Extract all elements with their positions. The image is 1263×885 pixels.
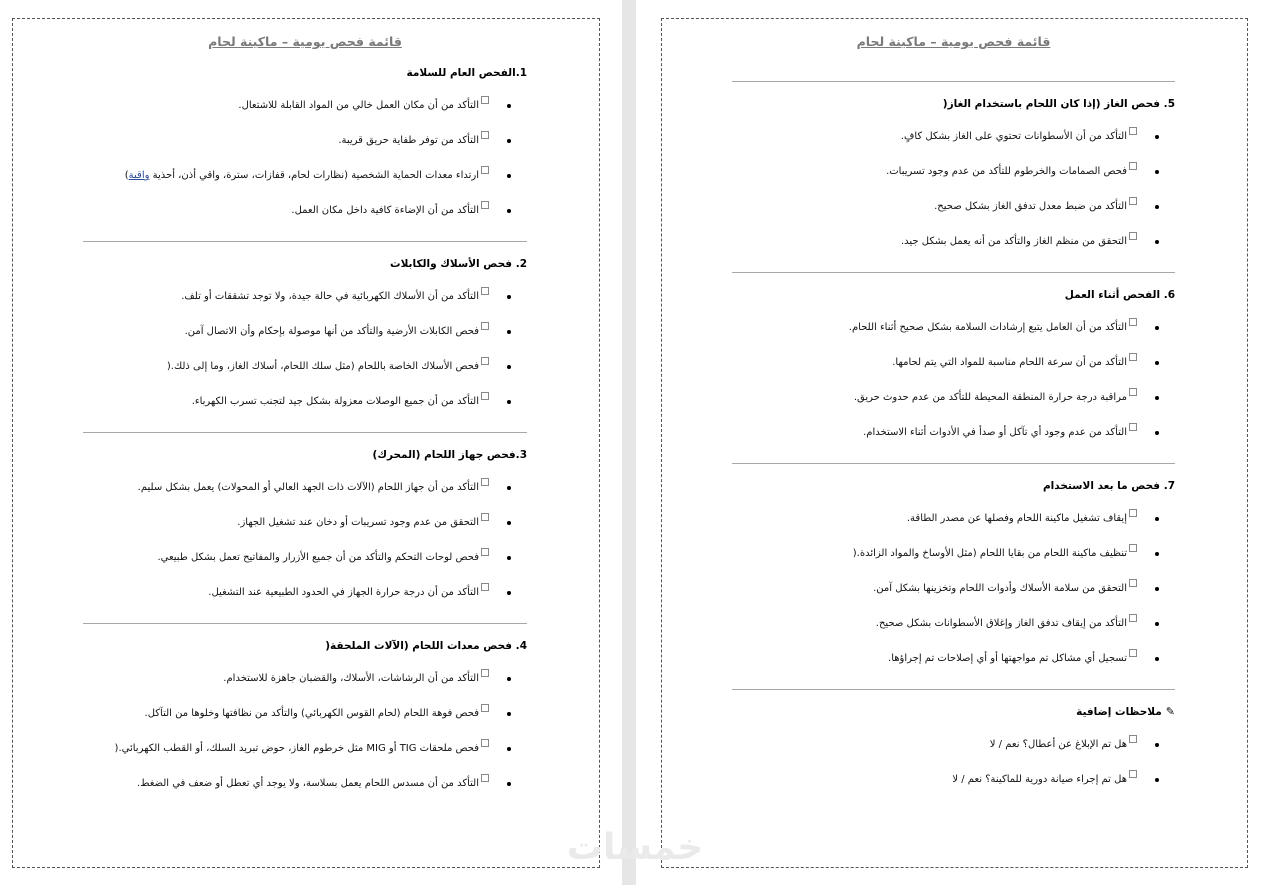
item-text: إيقاف تشغيل ماكينة اللحام وفصلها عن مصدر الطاقة.	[906, 513, 1127, 524]
checklist-item	[732, 130, 1175, 144]
item-text: التأكد من توفر طفاية حريق قريبة.	[338, 135, 479, 146]
item-text: التحقق من عدم وجود تسريبات أو دخان عند تشغيل الجهاز.	[237, 517, 479, 528]
bullet-icon	[507, 400, 511, 404]
bullet-icon	[1155, 170, 1159, 174]
item-text: التأكد من إيقاف تدفق الغاز وإغلاق الأسطوانات بشكل صحيح.	[875, 618, 1127, 629]
item-text: هل تم إجراء صيانة دورية للماكينة؟ نعم / لا	[952, 774, 1127, 785]
document-page-3	[661, 18, 1248, 868]
item-text: التأكد من أن مسدس اللحام يعمل بسلاسة، ولا يوجد أي تعطل أو ضعف في الضغط.	[137, 778, 479, 789]
checkbox[interactable]	[1129, 162, 1137, 170]
item-text: التأكد من أن الأسطوانات تحتوي على الغاز بشكل كافٍ.	[900, 131, 1127, 142]
bullet-icon	[1155, 431, 1159, 435]
section-divider	[732, 689, 1175, 690]
checklist-item	[732, 617, 1175, 631]
page-title: قائمة فحص يومية – ماكينة لحام	[856, 34, 1051, 49]
checklist-item	[732, 391, 1175, 405]
checkbox[interactable]	[481, 287, 489, 295]
item-text: هل تم الإبلاغ عن أعطال؟ نعم / لا	[989, 739, 1127, 750]
section-divider	[732, 272, 1175, 273]
item-text: التأكد من أن الرشاشات، الأسلاك، والقضبان جاهزة للاستخدام.	[223, 673, 479, 684]
checklist-item	[732, 512, 1175, 526]
checklist-wires-cables	[83, 290, 527, 409]
item-text: تنظيف ماكينة اللحام من بقايا اللحام (مثل الأوساخ والمواد الزائدة.(	[852, 548, 1127, 559]
bullet-icon	[507, 521, 511, 525]
checkbox[interactable]	[1129, 232, 1137, 240]
bullet-icon	[507, 330, 511, 334]
checklist-item	[732, 235, 1175, 249]
checklist-item	[732, 426, 1175, 440]
item-text: التأكد من أن سرعة اللحام مناسبة للمواد التي يتم لحامها.	[892, 357, 1127, 368]
checkbox[interactable]	[1129, 353, 1137, 361]
checkbox[interactable]	[1129, 579, 1137, 587]
section-heading-gas-check: 5. فحص الغاز (إذا كان اللحام باستخدام الغاز(	[942, 98, 1175, 110]
item-text: تسجيل أي مشاكل تم مواجهتها أو أي إصلاحات تم إجراؤها.	[888, 653, 1127, 664]
item-text: التأكد من أن الإضاءة كافية داخل مكان العمل.	[291, 205, 479, 216]
watermark: خمسات	[566, 827, 704, 868]
item-text: التأكد من ضبط معدل تدفق الغاز بشكل صحيح.	[934, 201, 1127, 212]
checkbox[interactable]	[481, 583, 489, 591]
item-text: التأكد من أن جميع الوصلات معزولة بشكل جيد لتجنب تسرب الكهرباء.	[191, 396, 479, 407]
checkbox[interactable]	[481, 392, 489, 400]
item-text: مراقبة درجة حرارة المنطقة المحيطة للتأكد من عدم حدوث حريق.	[853, 392, 1127, 403]
bullet-icon	[1155, 622, 1159, 626]
checklist-item	[83, 99, 527, 113]
bullet-icon	[507, 747, 511, 751]
section-heading-welding-equipment: 4. فحص معدات اللحام (الآلات الملحقة(	[325, 640, 527, 652]
pencil-icon: ✎	[1165, 705, 1175, 718]
checklist-item	[83, 777, 527, 791]
bullet-icon	[1155, 552, 1159, 556]
item-text: التأكد من أن العامل يتبع إرشادات السلامة بشكل صحيح أثناء اللحام.	[848, 322, 1127, 333]
bullet-icon	[1155, 205, 1159, 209]
item-text: ارتداء معدات الحماية الشخصية (نظارات لحام، قفازات، سترة، واقي أذن، أحذية	[152, 170, 479, 181]
item-text: التأكد من أن مكان العمل خالي من المواد القابلة للاشتعال.	[238, 100, 479, 111]
bullet-icon	[507, 486, 511, 490]
bullet-icon	[1155, 135, 1159, 139]
checkbox[interactable]	[481, 322, 489, 330]
checklist-item	[83, 672, 527, 686]
checkbox[interactable]	[481, 774, 489, 782]
checklist-item	[83, 395, 527, 409]
bullet-icon	[1155, 240, 1159, 244]
bullet-icon	[507, 556, 511, 560]
checklist-item	[83, 707, 527, 721]
bullet-icon	[1155, 587, 1159, 591]
checkbox[interactable]	[481, 166, 489, 174]
bullet-icon	[507, 677, 511, 681]
checkbox[interactable]	[1129, 197, 1137, 205]
page-gutter	[622, 0, 636, 885]
section-heading-wires-cables: 2. فحص الأسلاك والكابلات	[390, 258, 527, 270]
bullet-icon	[507, 591, 511, 595]
checklist-item	[732, 356, 1175, 370]
checkbox[interactable]	[1129, 509, 1137, 517]
section-heading-additional-notes	[732, 704, 1175, 720]
item-text: التأكد من أن جهاز اللحام (الآلات ذات الجهد العالي أو المحولات) يعمل بشكل سليم.	[137, 482, 479, 493]
checklist-notes	[732, 738, 1175, 787]
checkbox[interactable]	[1129, 388, 1137, 396]
bullet-icon	[507, 139, 511, 143]
checklist-item	[732, 165, 1175, 179]
bullet-icon	[507, 365, 511, 369]
section-divider	[732, 81, 1175, 82]
checkbox[interactable]	[481, 131, 489, 139]
bullet-icon	[1155, 326, 1159, 330]
item-text: التحقق من سلامة الأسلاك وأدوات اللحام وتخزينها بشكل آمن.	[873, 583, 1127, 594]
bullet-icon	[1155, 743, 1159, 747]
checkbox[interactable]	[1129, 614, 1137, 622]
section-divider	[83, 432, 527, 433]
checkbox[interactable]	[481, 669, 489, 677]
section-heading-during-work: 6. الفحص أثناء العمل	[1064, 289, 1175, 301]
item-text: التأكد من أن درجة حرارة الجهاز في الحدود الطبيعية عند التشغيل.	[208, 587, 479, 598]
checkbox[interactable]	[481, 201, 489, 209]
item-text: التأكد من أن الأسلاك الكهربائية في حالة جيدة، ولا توجد تشققات أو تلف.	[181, 291, 479, 302]
checklist-item	[83, 204, 527, 218]
checklist-general-safety	[83, 99, 527, 218]
checklist-after-use	[732, 512, 1175, 666]
bullet-icon	[1155, 657, 1159, 661]
checkbox[interactable]	[481, 739, 489, 747]
bullet-icon	[507, 209, 511, 213]
checklist-welding-equipment	[83, 672, 527, 791]
bullet-icon	[1155, 396, 1159, 400]
item-text: فحص فوهة اللحام (لحام القوس الكهربائي) والتأكد من نظافتها وخلوها من التآكل.	[144, 708, 479, 719]
item-text: فحص الأسلاك الخاصة باللحام (مثل سلك اللحام، أسلاك الغاز، وما إلى ذلك.(	[166, 361, 479, 372]
item-text-end: )	[124, 170, 129, 181]
bullet-icon	[507, 104, 511, 108]
checklist-item	[83, 290, 527, 304]
bullet-icon	[1155, 361, 1159, 365]
checklist-item	[83, 134, 527, 148]
checklist-item	[732, 773, 1175, 787]
checklist-item	[83, 481, 527, 495]
checkbox[interactable]	[481, 513, 489, 521]
checkbox[interactable]	[1129, 318, 1137, 326]
checkbox[interactable]	[481, 96, 489, 104]
checklist-gas	[732, 130, 1175, 249]
section-divider	[83, 241, 527, 242]
bullet-icon	[1155, 517, 1159, 521]
checkbox[interactable]	[1129, 423, 1137, 431]
checkbox[interactable]	[481, 548, 489, 556]
section-heading-after-use: 7. فحص ما بعد الاستخدام	[1042, 480, 1175, 492]
checklist-item	[732, 321, 1175, 335]
checklist-item	[732, 738, 1175, 752]
checkbox[interactable]	[481, 357, 489, 365]
section-heading-welding-machine: 3.فحص جهاز اللحام (المحرك)	[372, 449, 527, 461]
checklist-item	[83, 169, 527, 183]
bullet-icon	[507, 295, 511, 299]
bullet-icon	[507, 174, 511, 178]
checkbox[interactable]	[481, 478, 489, 486]
underlined-word: واقية	[128, 170, 150, 181]
checkbox[interactable]	[1129, 127, 1137, 135]
item-text: فحص الصمامات والخرطوم للتأكد من عدم وجود تسريبات.	[886, 166, 1127, 177]
checklist-item	[732, 547, 1175, 561]
checklist-during-work	[732, 321, 1175, 440]
checklist-welding-machine	[83, 481, 527, 600]
page-title: قائمة فحص يومية – ماكينة لحام	[208, 34, 402, 49]
section-heading-text: ملاحظات إضافية	[1076, 706, 1162, 718]
checkbox[interactable]	[1129, 735, 1137, 743]
checklist-item	[83, 586, 527, 600]
bullet-icon	[1155, 778, 1159, 782]
item-text: التحقق من منظم الغاز والتأكد من أنه يعمل بشكل جيد.	[900, 236, 1127, 247]
checklist-item	[732, 200, 1175, 214]
section-divider	[83, 623, 527, 624]
bullet-icon	[507, 782, 511, 786]
item-text: فحص لوحات التحكم والتأكد من أن جميع الأزرار والمفاتيح تعمل بشكل طبيعي.	[157, 552, 479, 563]
checkbox[interactable]	[1129, 544, 1137, 552]
checklist-item	[732, 652, 1175, 666]
checklist-item	[732, 582, 1175, 596]
item-text: التأكد من عدم وجود أي تآكل أو صدأ في الأدوات أثناء الاستخدام.	[863, 427, 1127, 438]
checklist-item	[83, 742, 527, 756]
checkbox[interactable]	[1129, 770, 1137, 778]
item-text: فحص الكابلات الأرضية والتأكد من أنها موصولة بإحكام وأن الاتصال آمن.	[184, 326, 479, 337]
section-divider	[732, 463, 1175, 464]
checklist-item	[83, 516, 527, 530]
checklist-item	[83, 360, 527, 374]
section-heading-general-safety: 1.الفحص العام للسلامة	[406, 67, 527, 79]
document-page-2	[12, 18, 600, 868]
item-text: فحص ملحقات TIG أو MIG مثل خرطوم الغاز، حوض تبريد السلك، أو القطب الكهربائي.(	[114, 743, 479, 754]
checkbox[interactable]	[1129, 649, 1137, 657]
checkbox[interactable]	[481, 704, 489, 712]
bullet-icon	[507, 712, 511, 716]
checklist-item	[83, 551, 527, 565]
checklist-item	[83, 325, 527, 339]
